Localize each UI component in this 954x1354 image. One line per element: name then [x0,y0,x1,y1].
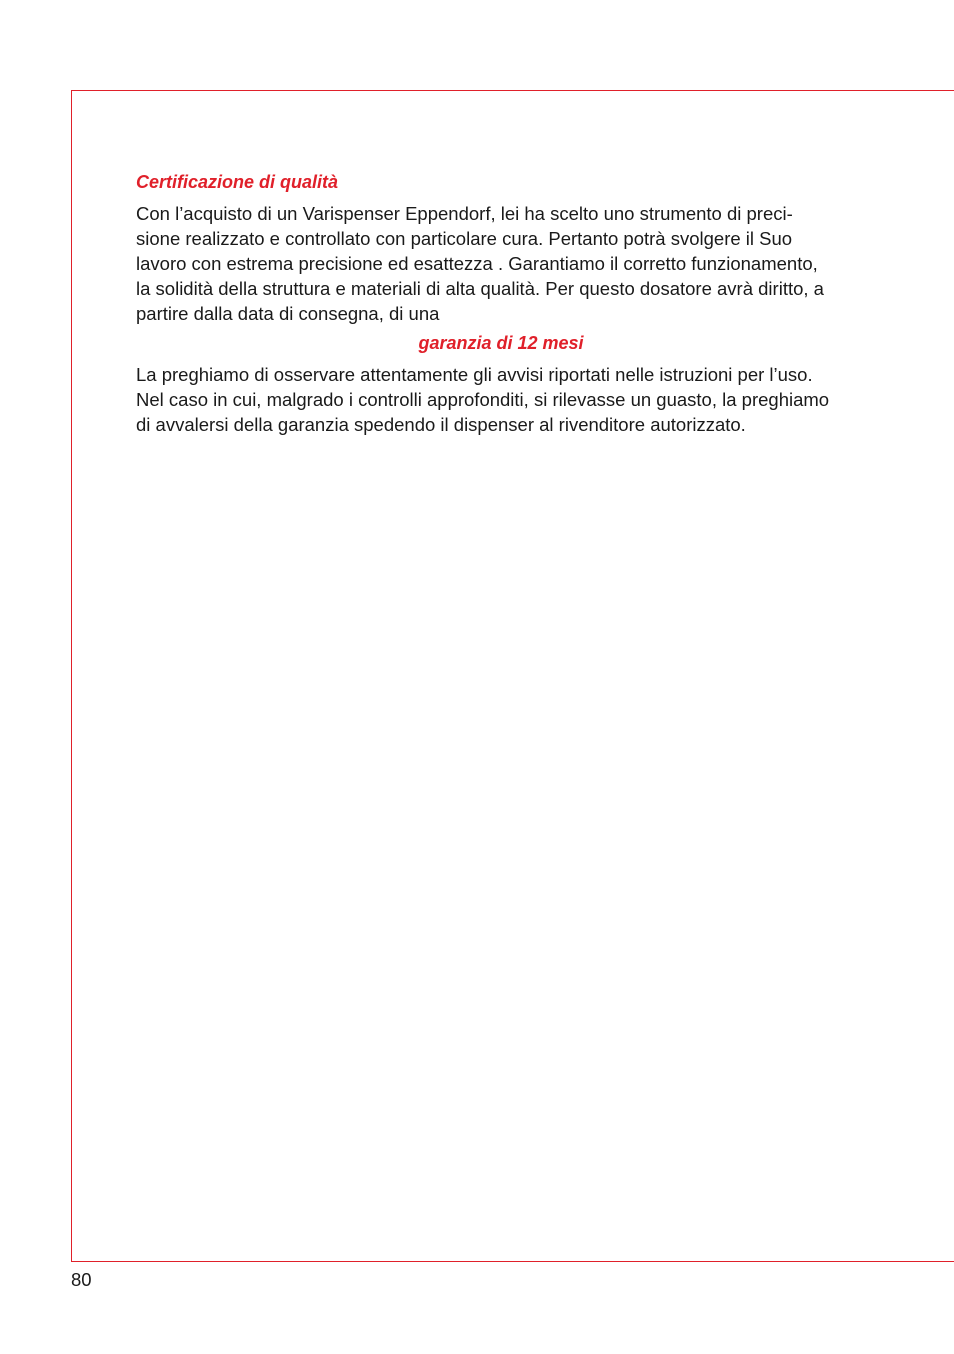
warranty-highlight: garanzia di 12 mesi [418,333,584,353]
page-number: 80 [71,1269,92,1290]
instructions-paragraph [136,362,916,437]
paragraph-line: La preghiamo di osservare attentamente gli avvisi riportati nelle istruzioni per l’uso. [136,364,813,385]
intro-paragraph [136,201,916,326]
paragraph-line: di avvalersi della garanzia spedendo il dispenser al rivenditore autorizzato. [136,414,746,435]
paragraph-line: Nel caso in cui, malgrado i controlli approfonditi, si rilevasse un guasto, la preghiamo [136,389,830,410]
paragraph-line: lavoro con estrema precisione ed esattezza . Garantiamo il corretto funzionamento, [136,253,818,274]
paragraph-line: la solidità della struttura e materiali di alta qualità. Per questo dosatore avrà diritto, a [136,278,824,299]
paragraph-line: sione realizzato e controllato con particolare cura. Pertanto potrà svolgere il Suo [136,228,793,249]
section-heading: Certificazione di qualità [136,172,339,192]
paragraph-line: Con l’acquisto di un Varispenser Eppendorf, lei ha scelto uno strumento di preci- [136,203,793,224]
warranty-section [136,170,916,437]
paragraph-line: partire dalla data di consegna, di una [136,303,440,324]
